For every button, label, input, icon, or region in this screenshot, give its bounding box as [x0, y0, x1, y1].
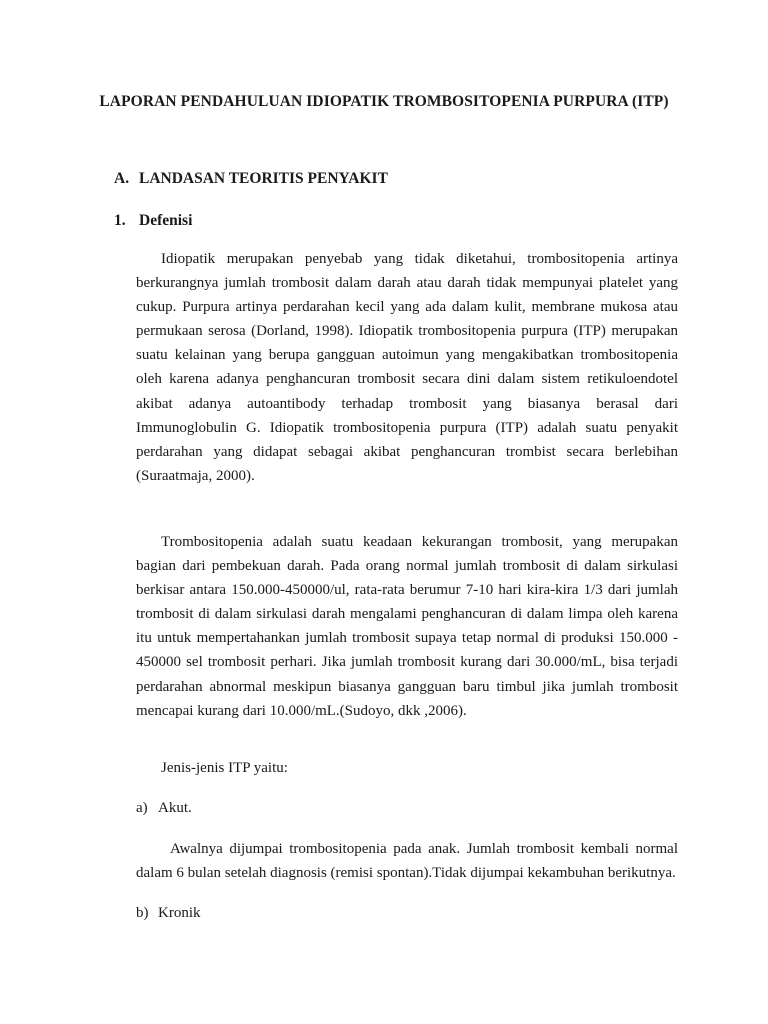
section-a-marker: A.: [114, 170, 130, 187]
section-a-heading: [114, 170, 388, 188]
item-a-label: Akut.: [158, 800, 192, 816]
definition-paragraph-2: Trombositopenia adalah suatu keadaan kekurangan trombosit, yang merupakan bagian dari pembekuan darah. Pada orang normal jumlah trombosit di dalam sirkulasi berkisar antara 150.000-450000/ul, rata-rata berumur 7-10 hari kira-kira 1/3 dari jumlah trombosit di dalam sirkulasi darah mengalami penghancuran di dalam limpa oleh karena itu untuk mempertahankan jumlah trombosit supaya tetap normal di produksi 150.000 - 450000 sel trombosit perhari. Jika jumlah trombosit kurang dari 30.000/mL, bisa terjadi perdarahan abnormal meskipun biasanya gangguan baru timbul jika jumlah trombosit mencapai kurang dari 10.000/mL.(Sudoyo, dkk ,2006).: [136, 534, 678, 719]
section-a-label: LANDASAN TEORITIS PENYAKIT: [139, 170, 388, 187]
item-b-label: Kronik: [158, 905, 201, 921]
item-a-marker: a): [136, 800, 148, 816]
item-a-paragraph: Awalnya dijumpai trombositopenia pada anak. Jumlah trombosit kembali normal dalam 6 bulan setelah diagnosis (remisi spontan).Tidak dijumpai kekambuhan berikutnya.: [136, 841, 678, 882]
definition-paragraph-1: Idiopatik merupakan penyebab yang tidak diketahui, trombositopenia artinya berkurangnya jumlah trombosit dalam darah atau darah tidak mempunyai platelet yang cukup. Purpura artinya perdarahan kecil yang ada dalam kulit, membrane mukosa atau permukaan serosa (Dorland, 1998). Idiopatik trombositopenia purpura (ITP) merupakan suatu kelainan yang berupa gangguan autoimun yang mengakibatkan trombositopenia oleh karena adanya penghancuran trombosit secara dini dalam sistem retikuloendotel akibat adanya autoantibody terhadap trombosit yang biasanya berasal dari Immunoglobulin G. Idiopatik trombositopenia purpura (ITP) adalah suatu penyakit perdarahan yang didapat sebagai akibat penghancuran trombist secara berlebihan (Suraatmaja, 2000).: [136, 251, 678, 484]
subsection-1-label: Defenisi: [139, 212, 193, 229]
subsection-1-heading: [114, 212, 192, 230]
subsection-1-marker: 1.: [114, 212, 126, 229]
item-b-marker: b): [136, 905, 149, 921]
types-intro: Jenis-jenis ITP yaitu:: [161, 760, 288, 776]
item-a-heading: [136, 800, 192, 817]
document-title: LAPORAN PENDAHULUAN IDIOPATIK TROMBOSITOPENIA PURPURA (ITP): [99, 93, 669, 110]
item-b-heading: [136, 905, 201, 922]
